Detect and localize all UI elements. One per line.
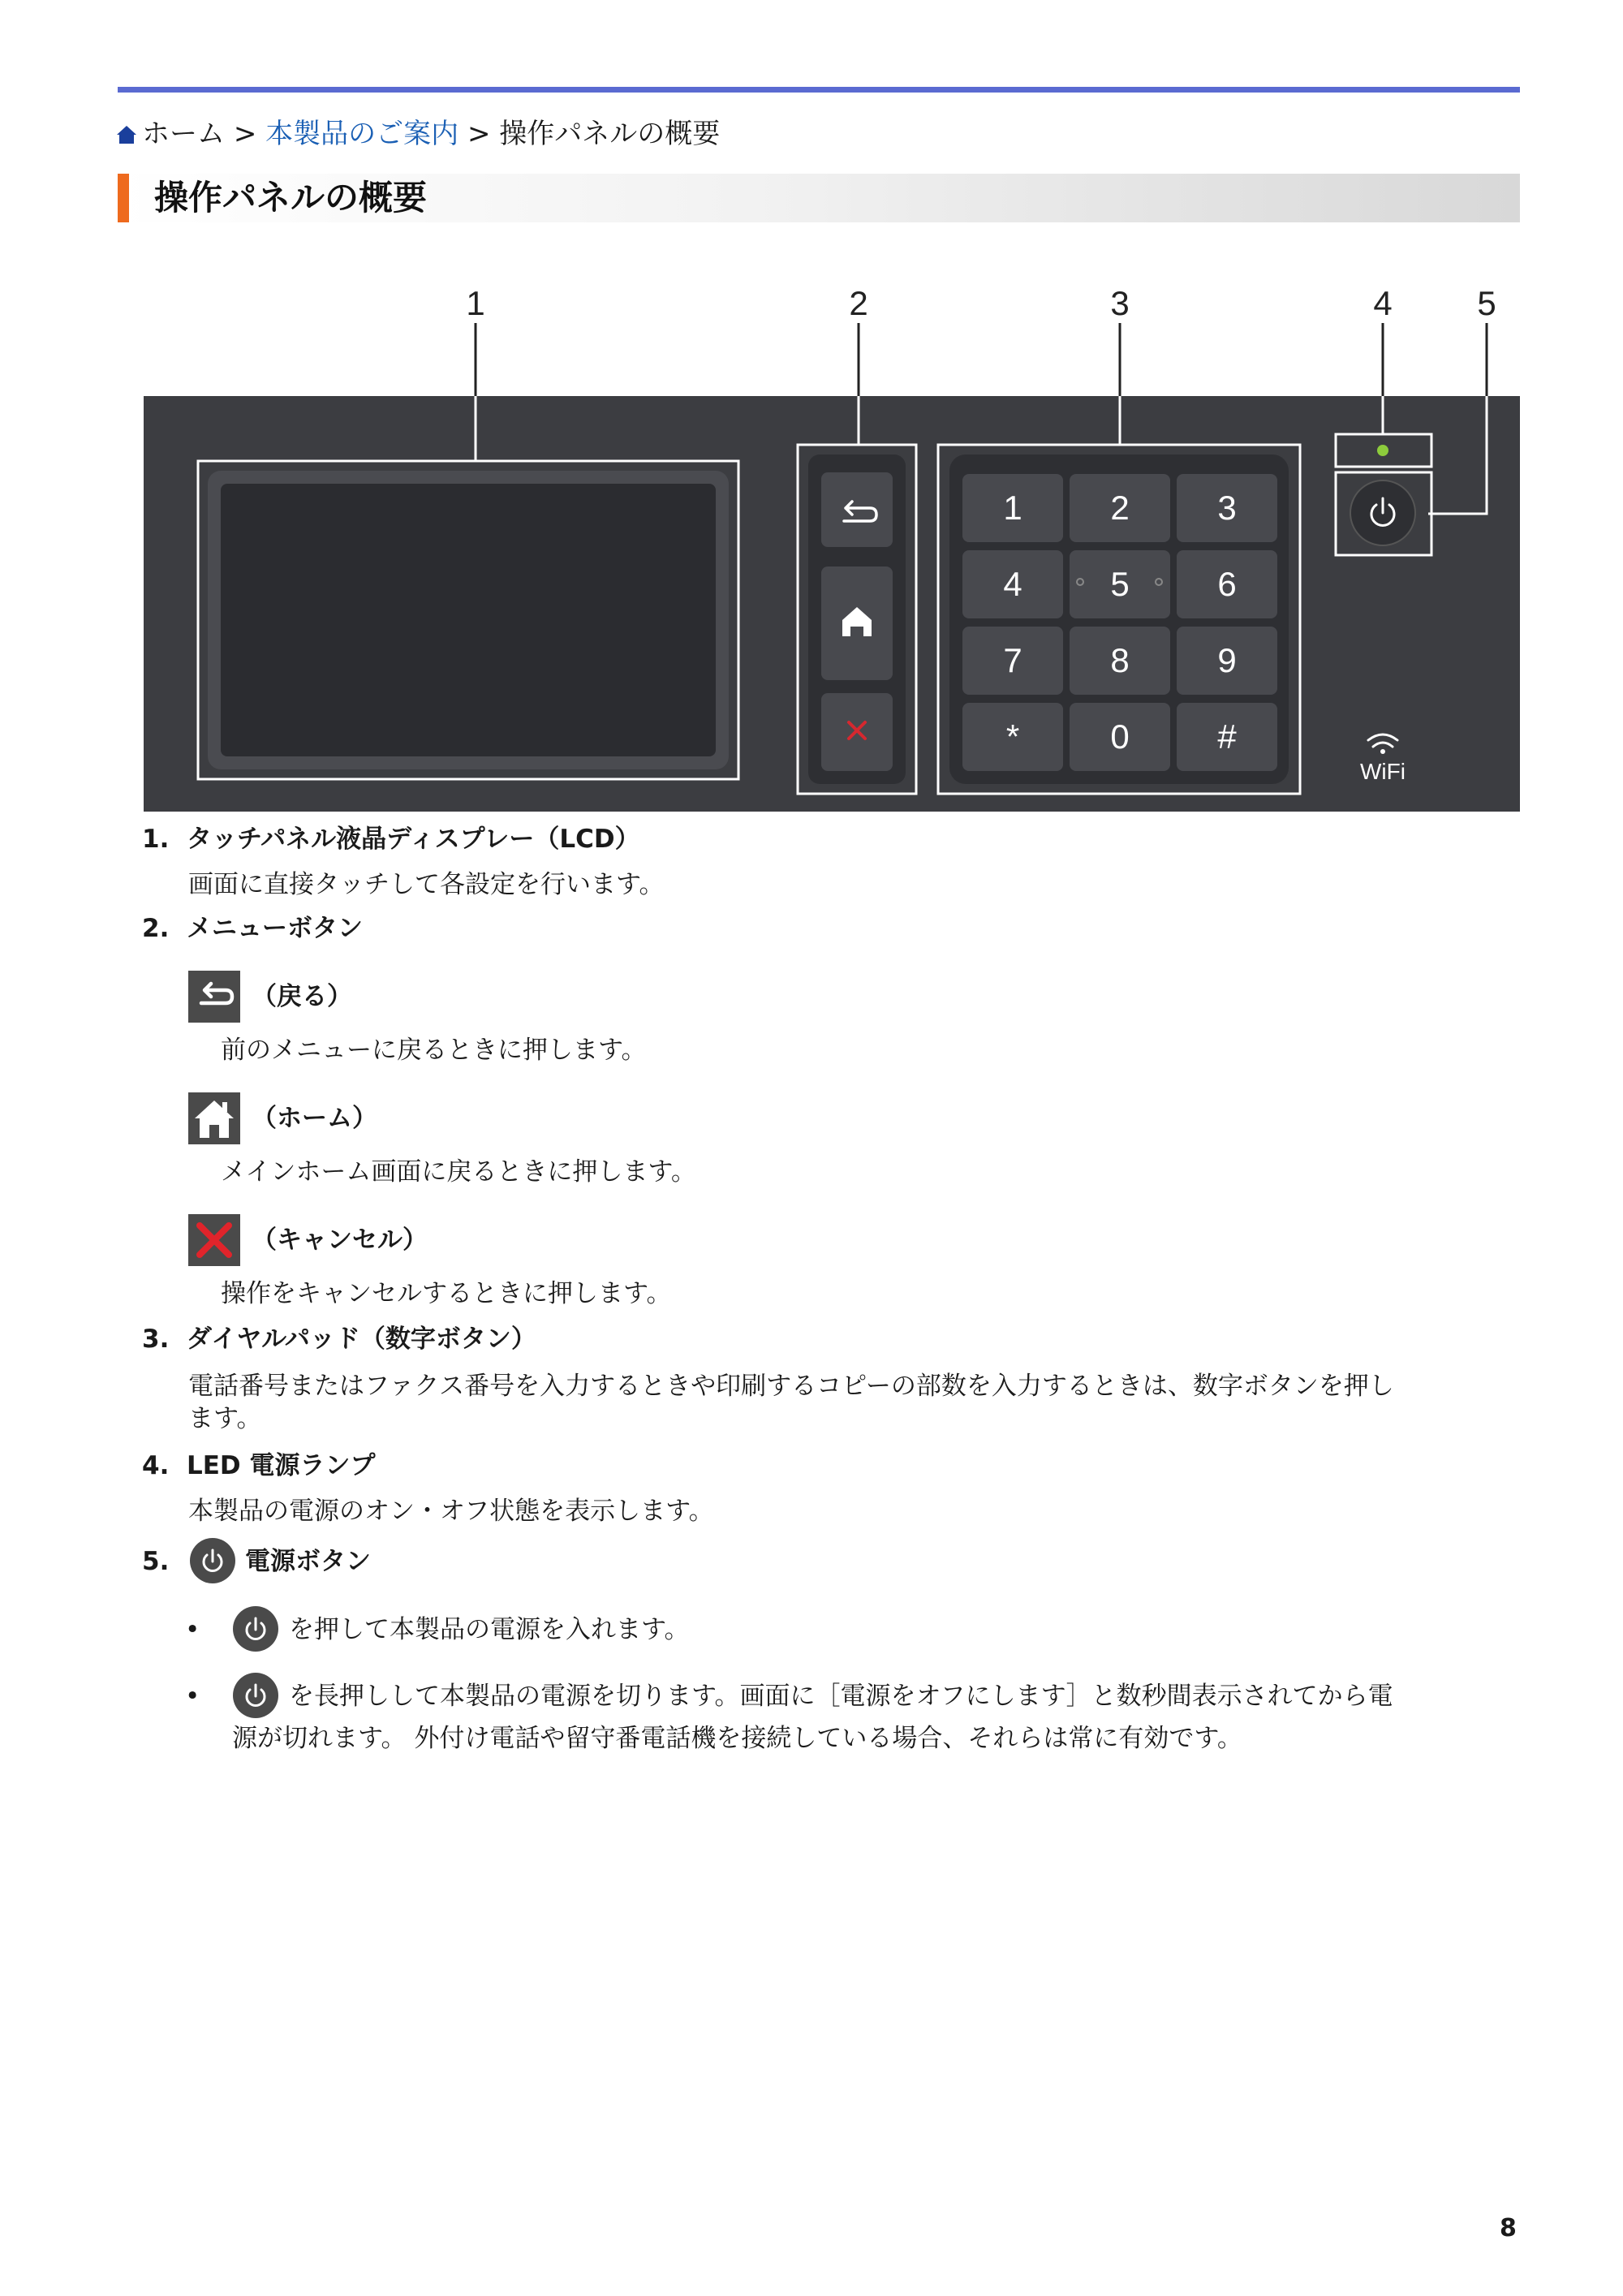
item-2 <box>142 911 363 946</box>
keypad-key-label: 8 <box>1110 641 1130 679</box>
item-title: ダイヤルパッド（数字ボタン） <box>187 1325 536 1354</box>
title-bar <box>118 174 1520 222</box>
breadcrumb-current: 操作パネルの概要 <box>499 118 721 150</box>
keypad-key-label: * <box>1005 717 1020 756</box>
page-title: 操作パネルの概要 <box>154 178 428 218</box>
item-number: 2. <box>142 914 170 943</box>
item-4 <box>142 1448 375 1484</box>
keypad-key-label: 6 <box>1217 565 1237 603</box>
lcd-screen <box>221 484 716 756</box>
home-label: （ホーム） <box>252 1104 377 1133</box>
item-1-desc: 画面に直接タッチして各設定を行います。 <box>188 870 665 899</box>
item-1 <box>142 821 640 857</box>
breadcrumb-home[interactable]: ホーム <box>142 118 225 150</box>
callout-2: 2 <box>849 284 868 322</box>
cancel-x-icon <box>188 1214 240 1266</box>
item-number: 5. <box>142 1547 170 1576</box>
item-3 <box>142 1321 536 1357</box>
item-number: 3. <box>142 1325 170 1354</box>
keypad-key-label: 1 <box>1003 489 1022 527</box>
item-number: 1. <box>142 825 170 854</box>
led-power-lamp <box>1377 445 1388 456</box>
cancel-label: （キャンセル） <box>252 1226 428 1255</box>
item-3-desc-line1: 電話番号またはファクス番号を入力するときや印刷するコピーの部数を入力するときは、数字ボタンを押し <box>188 1372 1394 1401</box>
item-title: LED 電源ランプ <box>187 1451 376 1480</box>
keypad-key-label: 7 <box>1003 641 1022 679</box>
leader-lines <box>476 323 1487 396</box>
breadcrumb-separator: > <box>467 118 491 150</box>
home-icon[interactable] <box>116 124 137 145</box>
top-rule <box>118 87 1520 93</box>
item-4-desc: 本製品の電源のオン・オフ状態を表示します。 <box>188 1497 714 1526</box>
callout-5: 5 <box>1477 284 1496 322</box>
back-desc: 前のメニューに戻るときに押します。 <box>221 1036 647 1065</box>
control-panel-illustration <box>0 268 1623 820</box>
power-icon <box>232 1672 279 1719</box>
keypad-key-label: 4 <box>1003 565 1022 603</box>
wifi-label: WiFi <box>1360 759 1406 784</box>
back-arrow-icon <box>188 971 240 1023</box>
breadcrumb <box>116 114 720 154</box>
home-icon <box>188 1092 240 1144</box>
bullet-mark: • <box>185 1615 200 1644</box>
power-bullet-2-text-line2: 源が切れます。 外付け電話や留守番電話機を接続している場合、それらは常に有効です。 <box>232 1724 1242 1753</box>
callout-3: 3 <box>1110 284 1130 322</box>
power-icon <box>232 1605 279 1652</box>
callout-4: 4 <box>1373 284 1393 322</box>
item-title: タッチパネル液晶ディスプレー（LCD） <box>187 825 640 854</box>
keypad-key-label: 3 <box>1217 489 1237 527</box>
item-5-title: 電源ボタン <box>245 1547 371 1576</box>
back-label: （戻る） <box>252 982 352 1011</box>
keypad-key-label: 2 <box>1110 489 1130 527</box>
keypad-key-label: 0 <box>1110 717 1130 756</box>
item-3-desc-line2: ます。 <box>188 1404 262 1433</box>
home-desc: メインホーム画面に戻るときに押します。 <box>221 1157 696 1187</box>
power-icon <box>189 1537 236 1584</box>
breadcrumb-link-product-guide[interactable]: 本製品のご案内 <box>265 118 459 150</box>
callout-1: 1 <box>466 284 485 322</box>
power-bullet-2-text-line1: を長押しして本製品の電源を切ります。画面に［電源をオフにします］と数秒間表示されてから電 <box>289 1682 1393 1711</box>
bullet-mark: • <box>185 1682 200 1711</box>
item-5 <box>142 1544 187 1579</box>
keypad-key-label: 9 <box>1217 641 1237 679</box>
page-number: 8 <box>1500 2214 1517 2242</box>
item-number: 4. <box>142 1451 170 1480</box>
title-accent <box>118 174 129 222</box>
keypad-key-label: 5 <box>1110 565 1130 603</box>
cancel-desc: 操作をキャンセルするときに押します。 <box>221 1279 672 1308</box>
item-title: メニューボタン <box>187 914 363 943</box>
power-bullet-1-text: を押して本製品の電源を入れます。 <box>289 1615 690 1644</box>
keypad-key-label: # <box>1217 717 1237 756</box>
back-button <box>821 472 893 547</box>
breadcrumb-separator: > <box>233 118 257 150</box>
